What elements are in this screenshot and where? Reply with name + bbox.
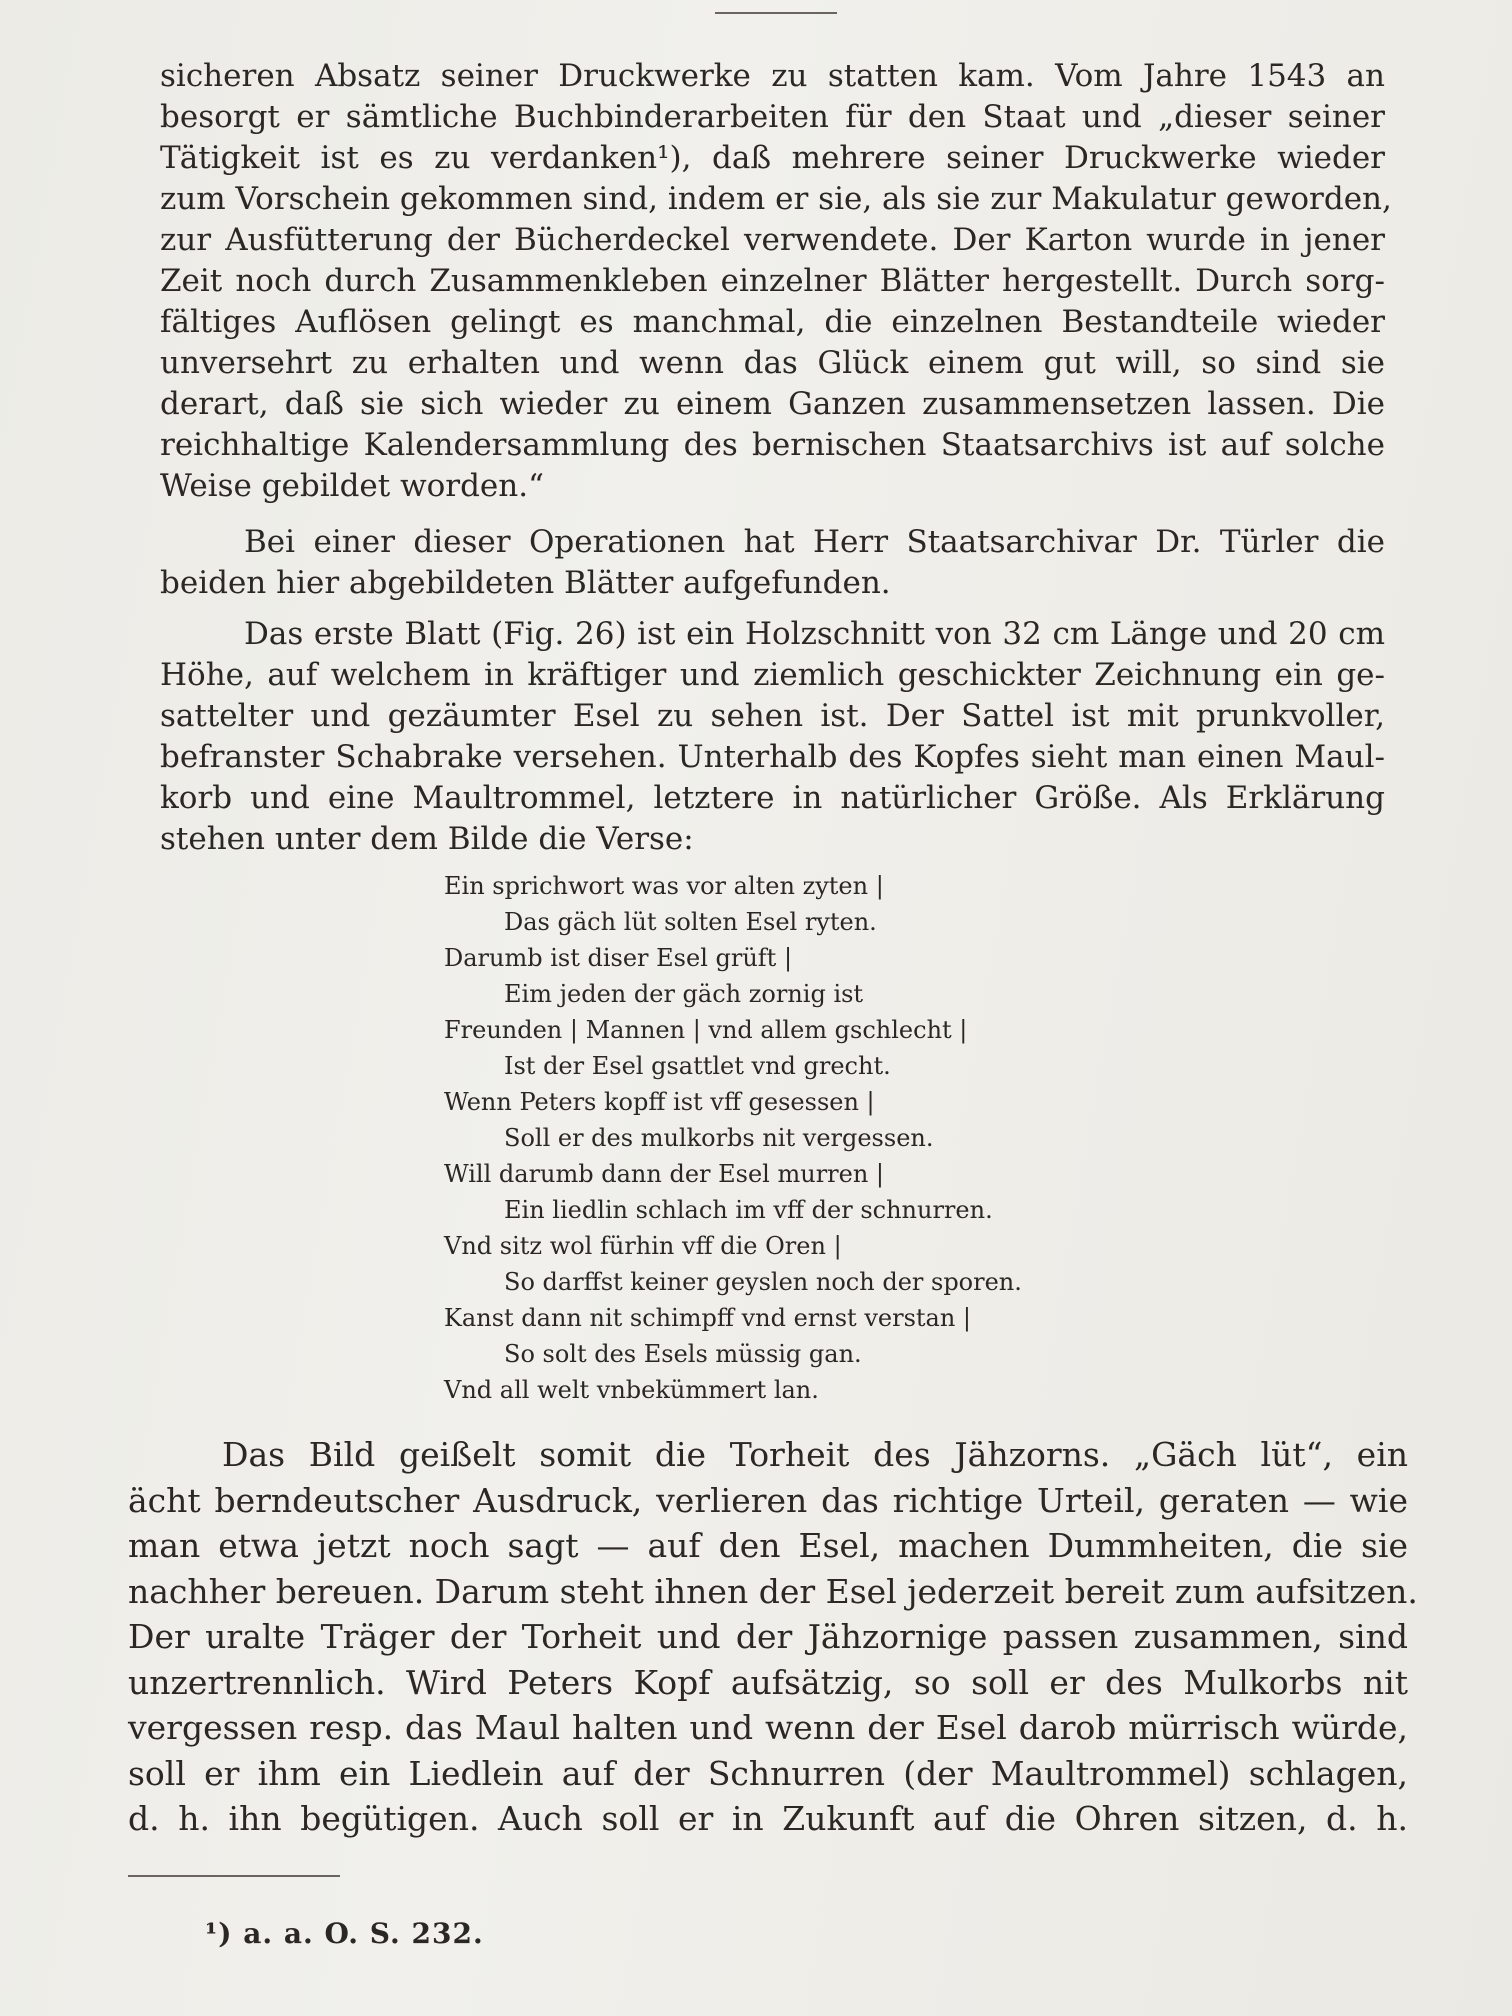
footnote: ¹) a. a. O. S. 232. <box>205 1917 484 1950</box>
text-line: Das erste Blatt (Fig. 26) ist ein Holzschnitt von 32 cm Länge und 20 cm <box>244 616 1385 652</box>
verse-line: Vnd all welt vnbekümmert lan. <box>444 1376 819 1404</box>
verse-line: So solt des Esels müssig gan. <box>504 1340 862 1368</box>
text-line: unversehrt zu erhalten und wenn das Glück einem gut will, so sind sie <box>160 345 1385 381</box>
verse-line: Das gäch lüt solten Esel ryten. <box>504 908 877 936</box>
text-line: vergessen resp. das Maul halten und wenn der Esel darob mürrisch würde, <box>128 1708 1408 1747</box>
paragraph-jaehzorn <box>128 1432 1418 1842</box>
header-rule <box>715 12 837 14</box>
verse-line: Vnd sitz wol fürhin vff die Oren | <box>444 1232 842 1260</box>
text-line: Bei einer dieser Operationen hat Herr Staatsarchivar Dr. Türler die <box>244 524 1385 560</box>
text-line: sattelter und gezäumter Esel zu sehen ist. Der Sattel ist mit prunkvoller, <box>160 698 1385 734</box>
paragraph-operationen <box>160 522 1385 604</box>
text-line: ächt berndeutscher Ausdruck, verlieren das richtige Urteil, geraten — wie <box>128 1480 1408 1520</box>
text-line: zum Vorschein gekommen sind, indem er sie, als sie zur Makulatur geworden, <box>160 181 1392 217</box>
verse-line: Wenn Peters kopff ist vff gesessen | <box>444 1088 875 1116</box>
text-line: man etwa jetzt noch sagt — auf den Esel, machen Dummheiten, die sie <box>128 1526 1408 1565</box>
text-line: Weise gebildet worden.“ <box>160 468 544 504</box>
text-line: stehen unter dem Bilde die Verse: <box>160 821 694 857</box>
verse-line: Ein sprichwort was vor alten zyten | <box>444 872 884 900</box>
text-line: Tätigkeit ist es zu verdanken¹), daß mehrere seiner Druckwerke wieder <box>160 140 1385 176</box>
text-line: derart, daß sie sich wieder zu einem Ganzen zusammensetzen lassen. Die <box>160 386 1385 422</box>
text-line: zur Ausfütterung der Bücherdeckel verwendete. Der Karton wurde in jener <box>160 222 1385 258</box>
text-line: soll er ihm ein Liedlein auf der Schnurren (der Maultrommel) schlagen, <box>128 1753 1408 1793</box>
verse-line: Kanst dann nit schimpff vnd ernst verstan | <box>444 1304 972 1332</box>
verse-line: Eim jeden der gäch zornig ist <box>504 980 864 1008</box>
verse-line: Ist der Esel gsattlet vnd grecht. <box>504 1052 891 1080</box>
text-line: d. h. ihn begütigen. Auch soll er in Zukunft auf die Ohren sitzen, d. h. <box>128 1799 1408 1838</box>
verse-block <box>444 868 1022 1408</box>
paragraph-holzschnitt <box>160 614 1385 860</box>
verse-line: Darumb ist diser Esel grüft | <box>444 944 793 972</box>
text-line: Der uralte Träger der Torheit und der Jähzornige passen zusammen, sind <box>128 1617 1408 1656</box>
verse-line: Ein liedlin schlach im vff der schnurren. <box>504 1196 993 1224</box>
paragraph-druckwerke <box>160 56 1392 507</box>
text-line: reichhaltige Kalendersammlung des bernischen Staatsarchivs ist auf solche <box>160 427 1385 463</box>
text-line: unzertrennlich. Wird Peters Kopf aufsätzig, so soll er des Mulkorbs nit <box>128 1662 1408 1702</box>
text-line: nachher bereuen. Darum steht ihnen der Esel jederzeit bereit zum aufsitzen. <box>128 1571 1418 1611</box>
verse-line: Will darumb dann der Esel murren | <box>444 1160 885 1188</box>
text-line: beiden hier abgebildeten Blätter aufgefunden. <box>160 565 891 601</box>
verse-line: Freunden | Mannen | vnd allem gschlecht | <box>444 1016 968 1044</box>
text-line: befranster Schabrake versehen. Unterhalb des Kopfes sieht man einen Maul- <box>160 739 1385 775</box>
footnote-rule <box>128 1875 340 1877</box>
text-line: sicheren Absatz seiner Druckwerke zu statten kam. Vom Jahre 1543 an <box>160 58 1385 94</box>
text-line: Höhe, auf welchem in kräftiger und ziemlich geschickter Zeichnung ein ge- <box>160 657 1385 693</box>
text-line: korb und eine Maultrommel, letztere in natürlicher Größe. Als Erklärung <box>160 780 1385 816</box>
text-line: besorgt er sämtliche Buchbinderarbeiten für den Staat und „dieser seiner <box>160 99 1385 135</box>
text-line: Das Bild geißelt somit die Torheit des Jähzorns. „Gäch lüt“, ein <box>222 1435 1408 1474</box>
verse-line: Soll er des mulkorbs nit vergessen. <box>504 1124 934 1152</box>
text-line: fältiges Auflösen gelingt es manchmal, die einzelnen Bestandteile wieder <box>160 304 1385 340</box>
text-line: Zeit noch durch Zusammenkleben einzelner Blätter hergestellt. Durch sorg- <box>160 263 1385 299</box>
verse-line: So darffst keiner geyslen noch der sporen. <box>504 1268 1022 1296</box>
